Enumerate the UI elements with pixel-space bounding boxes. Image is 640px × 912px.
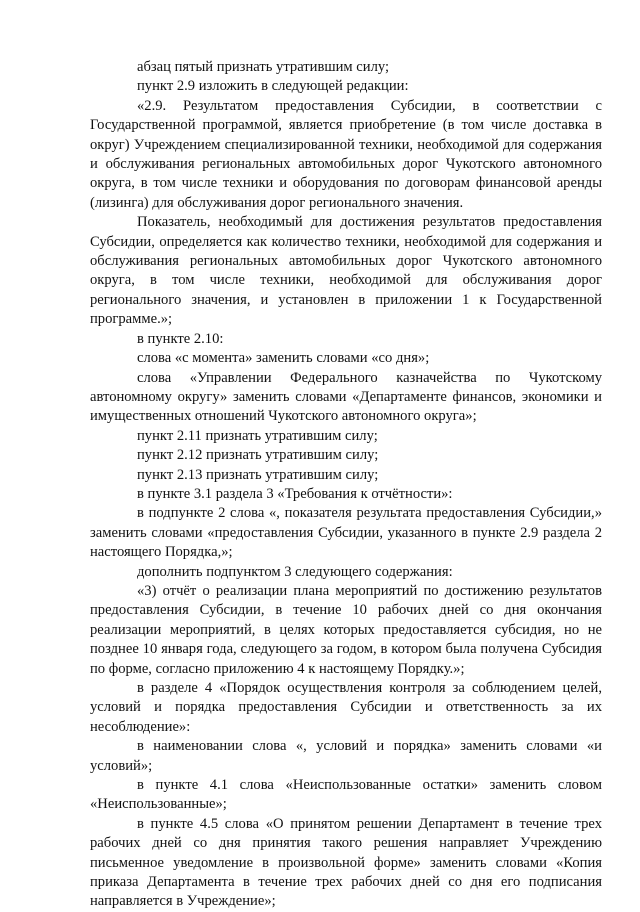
paragraph-9: пункт 2.12 признать утратившим силу; — [137, 447, 379, 464]
paragraph-5: в пункте 2.10: — [137, 330, 224, 347]
paragraph-18: в пункте 4.5 слова «О принятом решении Департамент в течение трех рабочих дней со дня принятия такого решения направляет Учреждению письменное уведомление в произвольной форме» заменить словами «Копия приказа Департамента в течение трех рабочих дней со дня его подписания направляется в Учреждение»; — [90, 815, 602, 910]
paragraph-17: в пункте 4.1 слова «Неиспользованные остатки» заменить словом «Неиспользованные»; — [90, 777, 602, 813]
paragraph-13: дополнить подпунктом 3 следующего содержания: — [137, 563, 453, 580]
paragraph-12: в подпункте 2 слова «, показателя результата предоставления Субсидии,» заменить словами «предоставления Субсидии, указанного в пункте 2.9 раздела 2 настоящего Порядка,»; — [90, 505, 602, 561]
paragraph-3: «2.9. Результатом предоставления Субсидии, в соответствии с Государственной программой, является приобретение (в том числе доставка в округ) Учреждением специализированной техники, необходимой для содержания и обслуживания региональных автомобильных дорог Чукотского автономного округа, в том числе техники и оборудования по договорам финансовой аренды (лизинга) для обслуживания дорог регионального значения. — [90, 97, 602, 211]
paragraph-7: слова «Управлении Федерального казначейства по Чукотскому автономному округу» заменить словами «Департаменте финансов, экономики и имущественных отношений Чукотского автономного округа»; — [90, 369, 602, 425]
paragraph-14: «3) отчёт о реализации плана мероприятий по достижению результатов предоставления Субсидии, в течение 10 рабочих дней со дня окончания реализации мероприятий, в целях которых предоставляется субсидия, но не позднее 10 января года, следующего за годом, в котором была получена Субсидия по форме, согласно приложению 4 к настоящему Порядку.»; — [90, 582, 602, 677]
paragraph-1: абзац пятый признать утратившим силу; — [137, 59, 390, 75]
paragraph-6: слова «с момента» заменить словами «со дня»; — [137, 350, 430, 367]
document-page — [90, 58, 602, 912]
paragraph-2: пункт 2.9 изложить в следующей редакции: — [137, 78, 409, 95]
paragraph-16: в наименовании слова «, условий и порядка» заменить словами «и условий»; — [90, 738, 602, 774]
paragraph-15: в разделе 4 «Порядок осуществления контроля за соблюдением целей, условий и порядка предоставления Субсидии и ответственность за их несоблюдение»: — [90, 680, 602, 735]
paragraph-11: в пункте 3.1 раздела 3 «Требования к отчётности»: — [137, 485, 453, 502]
paragraph-4: Показатель, необходимый для достижения результатов предоставления Субсидии, определяется как количество техники, необходимой для содержания и обслуживания региональных автомобильных дорог Чукотского автономного округа, в том числе техники, необходимой для обслуживания дорог регионального значения, и установлен в приложении 1 к Государственной программе.»; — [90, 214, 602, 328]
paragraph-10: пункт 2.13 признать утратившим силу; — [137, 466, 379, 483]
paragraph-8: пункт 2.11 признать утратившим силу; — [137, 427, 378, 444]
